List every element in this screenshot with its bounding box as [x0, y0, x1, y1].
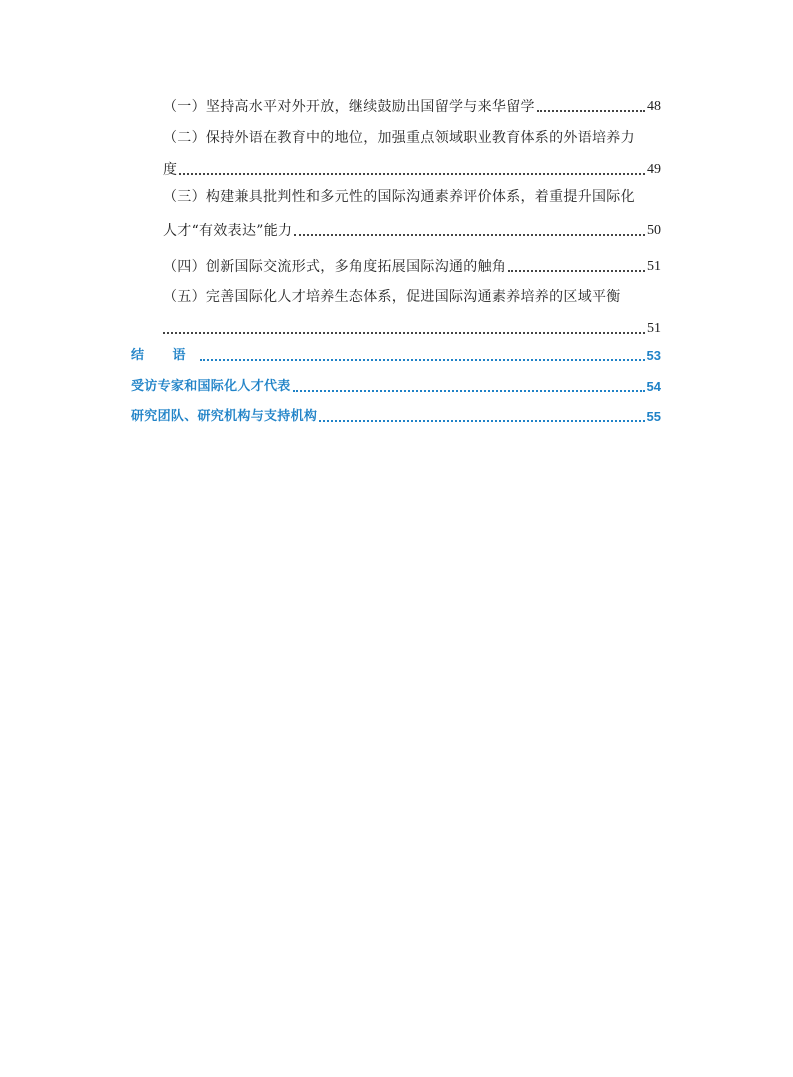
toc-leader-dots	[537, 109, 645, 112]
toc-page-number: 51	[647, 321, 661, 336]
toc-leader-dots	[200, 358, 645, 361]
toc-leader-dots	[179, 172, 645, 175]
toc-entry-title: （一）坚持高水平对外开放，继续鼓励出国留学与来华留学	[163, 99, 535, 115]
toc-page-number: 50	[647, 223, 661, 238]
toc-page-number: 53	[646, 348, 661, 363]
toc-chapter-title: 研究团队、研究机构与支持机构	[131, 409, 318, 424]
toc-entry-3[interactable]	[163, 187, 661, 241]
toc-entry-title-cont: 度	[163, 162, 178, 178]
toc-entry-title: （五）完善国际化人才培养生态体系，促进国际沟通素养培养的区域平衡	[163, 289, 621, 305]
toc-entry-5[interactable]	[163, 287, 661, 339]
toc-page-number: 48	[647, 99, 661, 114]
toc-chapter-interviewees[interactable]	[131, 377, 661, 397]
toc-leader-dots	[508, 269, 645, 272]
toc-page-number: 55	[646, 409, 661, 424]
toc-chapter-research-team[interactable]	[131, 407, 661, 427]
toc-leader-dots	[319, 419, 644, 422]
toc-page-number: 49	[647, 162, 661, 177]
toc-page-number: 51	[647, 259, 661, 274]
toc-leader-dots	[163, 331, 645, 334]
toc-chapter-title: 受访专家和国际化人才代表	[131, 379, 291, 394]
toc-leader-dots	[294, 233, 645, 236]
toc-entry-2[interactable]	[163, 128, 661, 180]
toc-entry-title-cont: 人才“有效表达”能力	[163, 223, 293, 239]
toc-entry-1[interactable]	[163, 97, 661, 117]
toc-chapter-conclusion[interactable]	[131, 346, 661, 366]
toc-entry-title: （三）构建兼具批判性和多元性的国际沟通素养评价体系，着重提升国际化	[163, 189, 635, 205]
toc-entry-title: （二）保持外语在教育中的地位，加强重点领域职业教育体系的外语培养力	[163, 130, 635, 146]
toc-entry-title: （四）创新国际交流形式，多角度拓展国际沟通的触角	[163, 259, 507, 275]
toc-leader-dots	[293, 389, 645, 392]
toc-chapter-title: 结 语	[131, 348, 198, 363]
toc-page-number: 54	[646, 379, 661, 394]
toc-entry-4[interactable]	[163, 257, 661, 277]
